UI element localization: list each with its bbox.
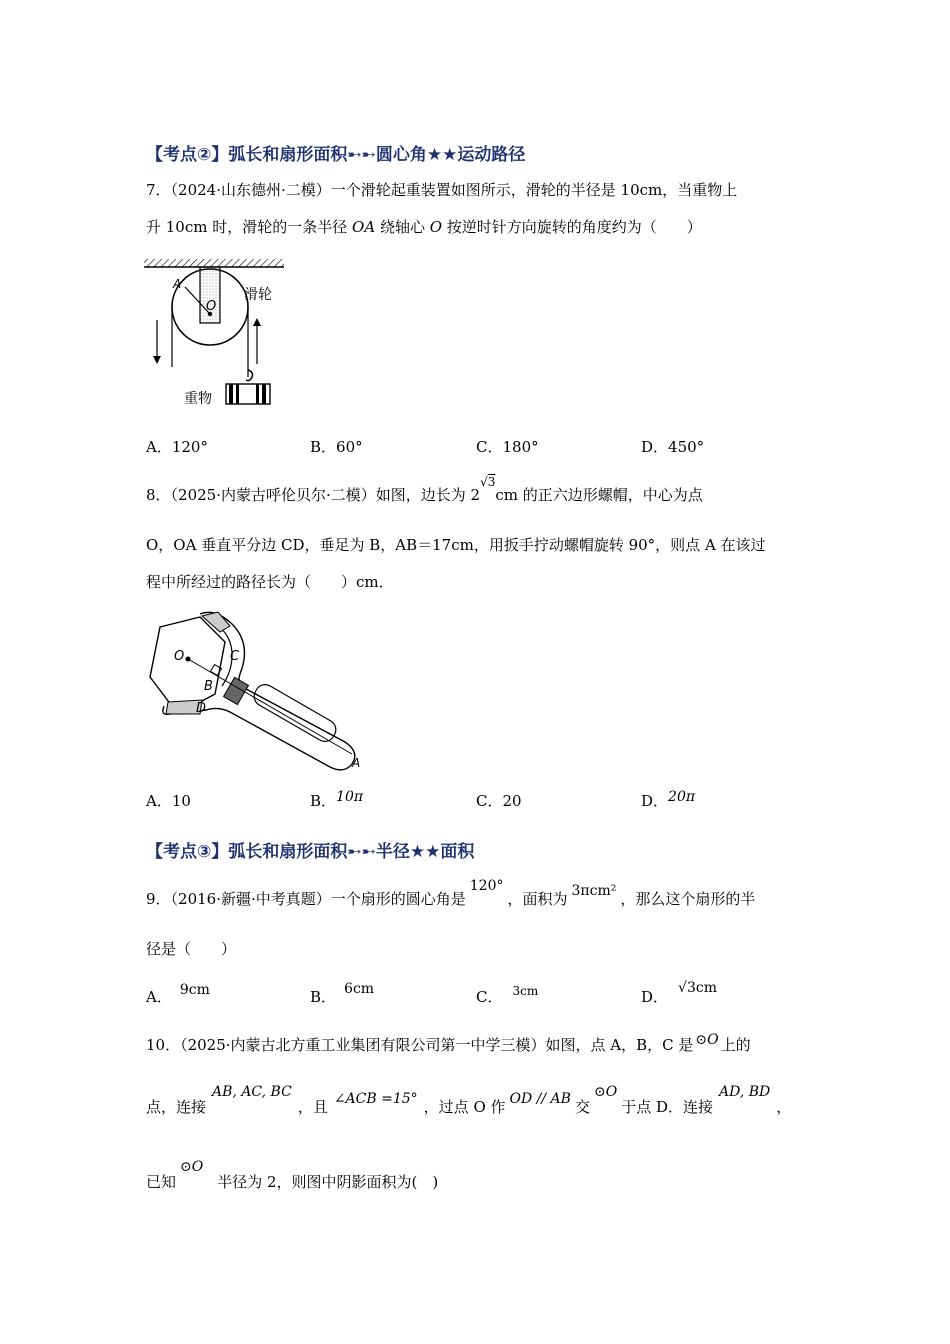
q10-text-a: 10．（2025·内蒙古北方重工业集团有限公司第一中学三模）如图，点 A，B，C 是: [146, 1036, 694, 1054]
q7-option-c[interactable]: [476, 436, 539, 457]
q10-segments: AB, AC, BC: [212, 1084, 292, 1100]
weight-band-1: [229, 384, 233, 404]
q8-line3: 程中所经过的路径长为（ ）cm．: [146, 573, 394, 591]
option-letter: B．: [310, 792, 337, 810]
option-text: √3cm: [678, 980, 717, 996]
q10-text-d2: 交: [574, 1098, 590, 1116]
option-letter: B．: [310, 988, 337, 1006]
label-b: B: [204, 679, 213, 694]
q8-line1: [146, 475, 703, 505]
q7-var-o: O: [429, 218, 443, 236]
option-text: 450°: [668, 438, 705, 456]
option-text: 9cm: [179, 982, 210, 998]
q10-text-b2: ，且: [297, 1098, 328, 1116]
section-heading-2: 【考点②】弧长和扇形面积➸➸圆心角★★运动路径: [146, 145, 526, 165]
q9-angle: 120°: [469, 878, 504, 894]
q10-circle-o3: ⊙O: [180, 1159, 204, 1175]
q8-line2: O，OA 垂直平分边 CD，垂足为 B，AB＝17cm，用扳手拧动螺帽旋转 90°，则点 A 在该过: [146, 536, 766, 554]
option-letter: C．: [476, 438, 503, 456]
option-text: 120°: [171, 438, 208, 456]
label-d: D: [196, 701, 207, 716]
label-pulley: 滑轮: [244, 287, 272, 303]
label-a: A: [352, 756, 361, 770]
q10-text-a2: 点，连接: [146, 1098, 207, 1116]
q10-circle-o2: ⊙O: [593, 1084, 618, 1100]
option-letter: B．: [310, 438, 337, 456]
q7-text-b: 绕轴心: [375, 218, 430, 236]
weight-band-4: [262, 384, 266, 404]
q8-sqrt: √3: [480, 475, 496, 489]
hook-icon: [246, 370, 253, 381]
q8-option-a[interactable]: [146, 790, 191, 811]
option-letter: D．: [641, 438, 669, 456]
arrow-up-icon: [253, 318, 261, 326]
q9-option-d[interactable]: [641, 980, 717, 1007]
option-text: 180°: [502, 438, 539, 456]
q9-text-a: 9．（2016·新疆·中考真题）一个扇形的圆心角是: [146, 890, 466, 908]
label-weight: 重物: [184, 391, 212, 407]
ceiling-hatch: [144, 259, 284, 267]
q10-line3: [146, 1159, 439, 1192]
q7-line1: 7．（2024·山东德州·二模）一个滑轮起重装置如图所示，滑轮的半径是 10cm，当重物上: [146, 181, 738, 199]
weight-band-3: [256, 384, 259, 404]
option-text: 6cm: [344, 981, 375, 997]
q10-angle: ∠ACB =15°: [333, 1091, 418, 1107]
option-letter: D．: [641, 988, 669, 1006]
option-text: 10: [171, 792, 191, 810]
q10-parallel: OD // AB: [509, 1091, 571, 1107]
option-letter: C．: [476, 792, 503, 810]
q9-option-a[interactable]: [146, 982, 210, 1007]
q9-option-b[interactable]: [310, 981, 375, 1007]
option-text: 20π: [668, 789, 696, 805]
q9-line1: [146, 878, 756, 909]
option-text: 20: [502, 792, 522, 810]
q9-line2: 径是（ ）: [146, 940, 237, 958]
option-text: 60°: [336, 438, 363, 456]
q7-var-oa: OA: [352, 218, 376, 236]
option-text: 3cm: [512, 984, 539, 998]
pulley-figure: [140, 252, 290, 412]
q10-text-a3: 已知: [146, 1173, 177, 1191]
label-o: O: [174, 649, 185, 664]
q10-text-b: 上的: [720, 1036, 751, 1054]
q9-text-b: ，面积为: [507, 890, 568, 908]
option-text: 10π: [336, 789, 364, 805]
q10-line1: [146, 1034, 751, 1055]
q8-sqrt-value: 3: [487, 475, 496, 489]
label-o: O: [206, 299, 217, 314]
option-letter: D．: [641, 792, 669, 810]
q8-text-b: cm 的正六边形螺帽，中心为点: [495, 486, 703, 504]
q9-text-c: ，那么这个扇形的半: [620, 890, 756, 908]
option-letter: A．: [146, 988, 172, 1006]
q10-text-e2: 于点 D．连接: [621, 1098, 713, 1116]
section-heading-3: 【考点③】弧长和扇形面积➸➸半径★★面积: [146, 842, 475, 862]
option-letter: A．: [146, 792, 172, 810]
q7-text-c: 按逆时针方向旋转的角度约为（ ）: [442, 218, 702, 236]
q10-text-b3: 半径为 2，则图中阴影面积为( ): [217, 1173, 439, 1191]
arrow-down-icon: [153, 356, 161, 364]
q10-segments2: AD, BD: [718, 1084, 771, 1100]
q10-text-f2: ，: [776, 1098, 792, 1116]
weight-band-2: [236, 384, 239, 404]
q10-text-c2: ，过点 O 作: [423, 1098, 506, 1116]
q7-option-d[interactable]: [641, 436, 704, 457]
q7-line2: [146, 216, 702, 237]
option-letter: A．: [146, 438, 172, 456]
q7-text-a: 升 10cm 时，滑轮的一条半径: [146, 218, 353, 236]
label-a: A: [173, 277, 182, 291]
q8-option-b[interactable]: [310, 790, 363, 811]
wrench-figure: [140, 602, 370, 774]
q8-option-c[interactable]: [476, 790, 522, 811]
q8-text-a: 8．（2025·内蒙古呼伦贝尔·二模）如图，边长为 2: [146, 486, 481, 504]
q10-line2: [146, 1084, 792, 1117]
q10-circle-o: ⊙O: [695, 1032, 719, 1048]
label-c: C: [230, 649, 240, 664]
q9-area: 3πcm²: [571, 883, 617, 899]
handle-slot: [251, 681, 340, 745]
line-oa: [188, 659, 352, 754]
option-letter: C．: [476, 988, 503, 1006]
q8-option-d[interactable]: [641, 790, 695, 811]
q7-option-a[interactable]: [146, 436, 208, 457]
q9-option-c[interactable]: [476, 986, 538, 1007]
q7-option-b[interactable]: [310, 436, 363, 457]
